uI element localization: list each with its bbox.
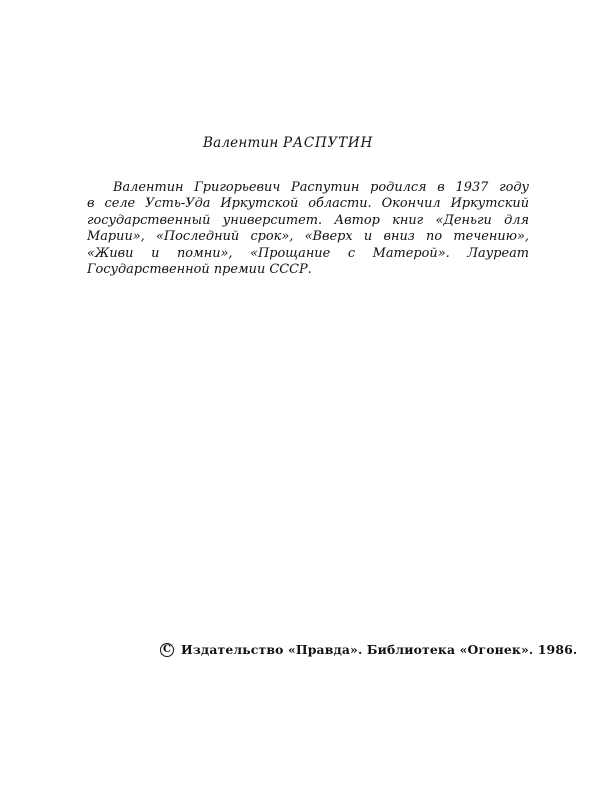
bio-line: Валентин Григорьевич Распутин родился в 1937 году [113, 180, 529, 195]
copyright-notice [160, 642, 577, 657]
bio-line: государственный университет. Автор книг «Деньги для [87, 212, 529, 228]
author-first-name: Валентин [203, 135, 279, 151]
author-surname: РАСПУТИН [282, 135, 374, 151]
bio-line: в селе Усть-Уда Иркутской области. Окончил Иркутский [87, 196, 529, 212]
author-biography [87, 180, 529, 278]
author-heading [203, 135, 373, 151]
copyright-icon: C [160, 643, 174, 657]
copyright-text: Издательство «Правда». Библиотека «Огонек». 1986. [181, 642, 578, 657]
bio-line: Марии», «Последний срок», «Вверх и вниз по течению», [87, 229, 529, 245]
bio-line: Государственной премии СССР. [87, 262, 312, 278]
bio-line: «Живи и помни», «Прощание с Матерой». Лауреат [87, 245, 529, 261]
